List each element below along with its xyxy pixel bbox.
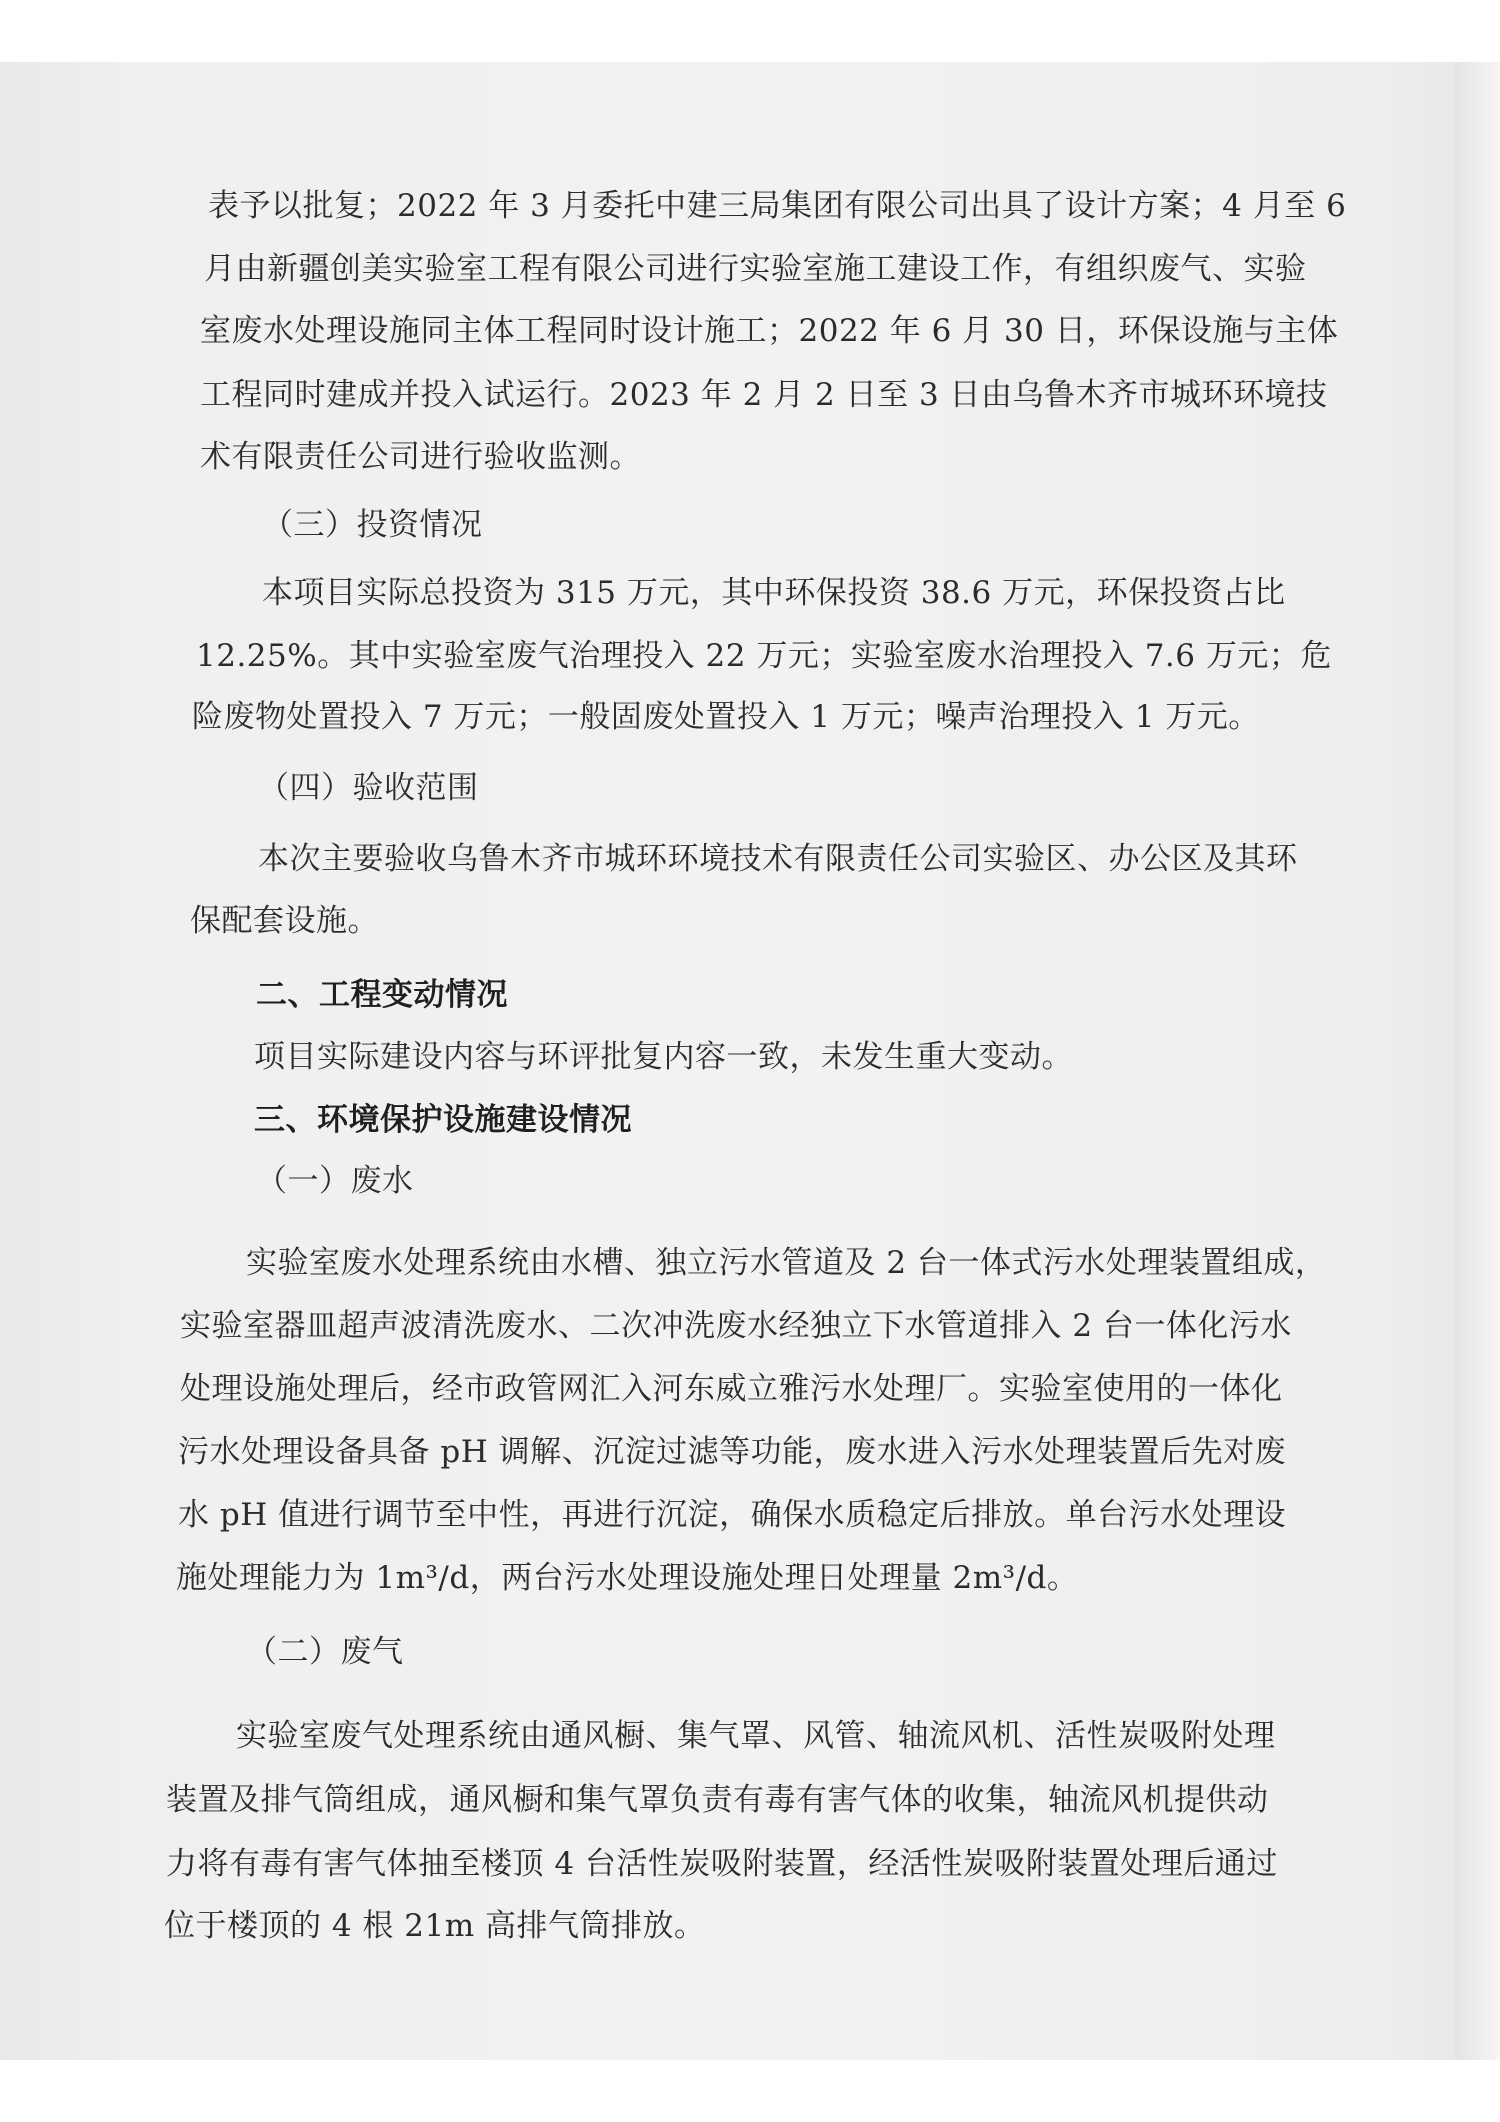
section-heading-env: 三、环境保护设施建设情况 bbox=[254, 1102, 632, 1138]
section-heading-investment: （三）投资情况 bbox=[262, 507, 483, 543]
paragraph-line: 工程同时建成并投入试运行。2023 年 2 月 2 日至 3 日由乌鲁木齐市城环环境技 bbox=[200, 377, 1328, 413]
paragraph-line: 污水处理设备具备 pH 调解、沉淀过滤等功能，废水进入污水处理装置后先对废 bbox=[178, 1434, 1287, 1470]
paragraph-line: 实验室废气处理系统由通风橱、集气罩、风管、轴流风机、活性炭吸附处理 bbox=[236, 1718, 1276, 1754]
section-heading-scope: （四）验收范围 bbox=[258, 770, 479, 806]
paragraph-line: 月由新疆创美实验室工程有限公司进行实验室施工建设工作，有组织废气、实验 bbox=[204, 251, 1307, 287]
paragraph-line: 表予以批复；2022 年 3 月委托中建三局集团有限公司出具了设计方案；4 月至 6 bbox=[208, 188, 1347, 224]
paragraph-line: 实验室器皿超声波清洗废水、二次冲洗废水经独立下水管道排入 2 台一体化污水 bbox=[180, 1308, 1292, 1344]
paragraph-line: 本次主要验收乌鲁木齐市城环环境技术有限责任公司实验区、办公区及其环 bbox=[258, 841, 1298, 877]
paragraph-line: 项目实际建设内容与环评批复内容一致，未发生重大变动。 bbox=[254, 1039, 1073, 1075]
paragraph-line: 12.25%。其中实验室废气治理投入 22 万元；实验室废水治理投入 7.6 万元；危 bbox=[196, 638, 1332, 674]
paragraph-line: 水 pH 值进行调节至中性，再进行沉淀，确保水质稳定后排放。单台污水处理设 bbox=[178, 1497, 1287, 1533]
paragraph-line: 室废水处理设施同主体工程同时设计施工；2022 年 6 月 30 日，环保设施与主体 bbox=[200, 313, 1339, 349]
paragraph-line: 本项目实际总投资为 315 万元，其中环保投资 38.6 万元，环保投资占比 bbox=[262, 575, 1286, 611]
paragraph-line: 实验室废水处理系统由水槽、独立污水管道及 2 台一体式污水处理装置组成， bbox=[246, 1245, 1327, 1281]
paragraph-line: 保配套设施。 bbox=[190, 903, 379, 939]
paragraph-line: 位于楼顶的 4 根 21m 高排气筒排放。 bbox=[164, 1908, 706, 1944]
paragraph-line: 处理设施处理后，经市政管网汇入河东威立雅污水处理厂。实验室使用的一体化 bbox=[180, 1371, 1283, 1407]
section-heading-wastewater: （一）废水 bbox=[256, 1163, 414, 1199]
section-heading-wastegas: （二）废气 bbox=[246, 1634, 404, 1670]
paragraph-line: 险废物处置投入 7 万元；一般固废处置投入 1 万元；噪声治理投入 1 万元。 bbox=[192, 699, 1260, 735]
paragraph-line: 装置及排气筒组成，通风橱和集气罩负责有毒有害气体的收集，轴流风机提供动 bbox=[166, 1782, 1269, 1818]
section-heading-changes: 二、工程变动情况 bbox=[256, 977, 508, 1013]
paragraph-line: 力将有毒有害气体抽至楼顶 4 台活性炭吸附装置，经活性炭吸附装置处理后通过 bbox=[166, 1846, 1278, 1882]
page-edge-shadow bbox=[1455, 62, 1500, 2060]
paragraph-line: 术有限责任公司进行验收监测。 bbox=[200, 439, 641, 475]
paragraph-line: 施处理能力为 1m³/d，两台污水处理设施处理日处理量 2m³/d。 bbox=[176, 1560, 1079, 1596]
